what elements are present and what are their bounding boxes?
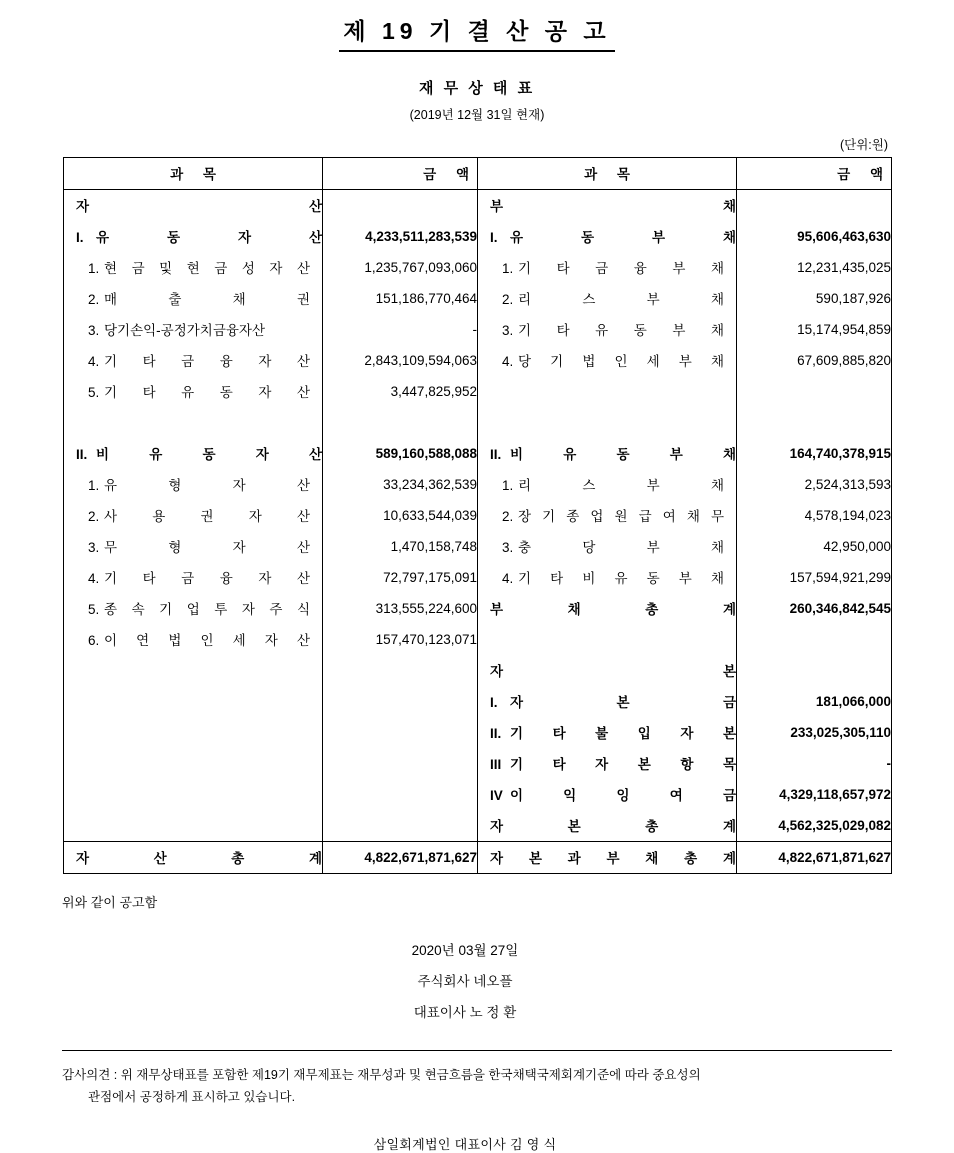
row-amount [323, 717, 478, 748]
table-row [64, 624, 892, 655]
row-label: 자 본 금 [510, 695, 736, 711]
total-assets-amount: 4,822,671,871,627 [323, 841, 478, 873]
row-amount [323, 779, 478, 810]
row-amount [323, 810, 478, 842]
left-item-cell [64, 252, 323, 283]
table-row [64, 407, 892, 438]
row-label: 기 타 유 동 부 채 [518, 323, 724, 339]
row-amount: 589,160,588,088 [323, 438, 478, 469]
row-label: 비 유 동 부 채 [510, 447, 736, 463]
row-label: 현 금 및 현 금 성 자 산 [104, 261, 310, 277]
row-numeral: 4. [88, 354, 100, 370]
row-numeral: 4. [88, 571, 100, 587]
row-label: 자 본 총 계 [490, 819, 736, 835]
row-label: 이 익 잉 여 금 [510, 788, 736, 804]
right-item-cell [478, 283, 737, 314]
table-row [64, 686, 892, 717]
table-row [64, 283, 892, 314]
row-amount: 95,606,463,630 [737, 221, 892, 252]
right-item-cell [478, 252, 737, 283]
currency-unit-note: (단위:원) [839, 137, 888, 152]
table-header-row [64, 157, 892, 189]
row-amount: 3,447,825,952 [323, 376, 478, 407]
row-amount: - [323, 314, 478, 345]
row-label: 부 채 총 계 [490, 602, 736, 618]
right-item-cell [478, 655, 737, 686]
row-amount: 4,578,194,023 [737, 500, 892, 531]
row-numeral: 4. [502, 571, 514, 587]
row-amount: 42,950,000 [737, 531, 892, 562]
left-item-cell [64, 562, 323, 593]
signature-block [0, 935, 954, 1028]
row-numeral: 1. [88, 261, 100, 277]
left-item-cell [64, 593, 323, 624]
row-amount [737, 407, 892, 438]
table-row [64, 562, 892, 593]
right-item-cell [478, 810, 737, 842]
row-amount [737, 189, 892, 221]
row-amount: 157,594,921,299 [737, 562, 892, 593]
table-row [64, 469, 892, 500]
row-numeral: 5. [88, 602, 100, 618]
row-label: 이 연 법 인 세 자 산 [104, 633, 310, 649]
audit-opinion-line-1: 감사의견 : 위 재무상태표를 포함한 제19기 재무제표는 재무성과 및 현금흐름을 한국채택국제회계기준에 따라 중요성의 [62, 1067, 701, 1082]
table-row [64, 748, 892, 779]
table-row [64, 314, 892, 345]
row-numeral: 3. [88, 540, 100, 556]
row-label: 사 용 권 자 산 [104, 509, 310, 525]
row-amount: 1,235,767,093,060 [323, 252, 478, 283]
balance-sheet-table [63, 157, 892, 874]
table-row [64, 252, 892, 283]
row-numeral: 4. [502, 354, 514, 370]
row-amount: 151,186,770,464 [323, 283, 478, 314]
row-label: 비 유 동 자 산 [96, 447, 322, 463]
right-item-cell [478, 438, 737, 469]
table-row [64, 655, 892, 686]
audit-opinion [62, 1065, 892, 1109]
right-item-cell [478, 469, 737, 500]
auditor-signature: 삼일회계법인 대표이사 김 영 식 [373, 1137, 557, 1153]
row-numeral: I. [490, 695, 498, 711]
row-label: 유 동 부 채 [510, 230, 736, 246]
row-label: 장 기 종 업 원 급 여 채 무 [518, 509, 724, 525]
balance-sheet-body [64, 189, 892, 841]
table-row [64, 779, 892, 810]
row-amount: 72,797,175,091 [323, 562, 478, 593]
company-name: 주식회사 네오플 [417, 973, 513, 989]
row-numeral: 2. [88, 509, 100, 525]
table-row [64, 810, 892, 842]
row-amount: 157,470,123,071 [323, 624, 478, 655]
right-item-cell [478, 500, 737, 531]
row-numeral: 6. [88, 633, 100, 649]
row-amount [737, 624, 892, 655]
row-numeral: 2. [502, 292, 514, 308]
row-amount: 33,234,362,539 [323, 469, 478, 500]
publication-notice: 위와 같이 공고함 [62, 894, 158, 910]
row-label: 유 동 자 산 [96, 230, 322, 246]
table-row [64, 189, 892, 221]
row-label: 당 기 법 인 세 부 채 [518, 354, 724, 370]
row-label: 충 당 부 채 [518, 540, 724, 556]
table-row [64, 500, 892, 531]
row-label: 유 형 자 산 [104, 478, 310, 494]
row-numeral: 1. [88, 478, 100, 494]
right-item-cell [478, 189, 737, 221]
row-amount: 164,740,378,915 [737, 438, 892, 469]
row-amount [323, 655, 478, 686]
header-amount-right: 금 액 [737, 157, 892, 189]
row-amount: 67,609,885,820 [737, 345, 892, 376]
row-amount [323, 189, 478, 221]
table-row [64, 531, 892, 562]
row-amount [323, 407, 478, 438]
table-row [64, 345, 892, 376]
row-amount: 12,231,435,025 [737, 252, 892, 283]
table-row [64, 593, 892, 624]
row-amount: 4,233,511,283,539 [323, 221, 478, 252]
row-amount: 10,633,544,039 [323, 500, 478, 531]
row-amount: 2,843,109,594,063 [323, 345, 478, 376]
left-item-cell [64, 500, 323, 531]
row-amount: - [737, 748, 892, 779]
right-item-cell [478, 531, 737, 562]
row-label: 리 스 부 채 [518, 292, 724, 308]
row-label: 매 출 채 권 [104, 292, 310, 308]
row-numeral: 3. [502, 540, 514, 556]
right-item-cell [478, 562, 737, 593]
row-amount: 181,066,000 [737, 686, 892, 717]
table-row [64, 221, 892, 252]
page-title [0, 0, 954, 52]
row-amount: 4,562,325,029,082 [737, 810, 892, 842]
audit-opinion-line-2: 관점에서 공정하게 표시하고 있습니다. [88, 1089, 296, 1104]
row-numeral: 1. [502, 478, 514, 494]
left-item-cell [64, 345, 323, 376]
row-amount [737, 376, 892, 407]
row-label: 기 타 금 융 부 채 [518, 261, 724, 277]
total-liabilities-equity-label: 자 본 과 부 채 총 계 [478, 841, 737, 873]
row-numeral: II. [490, 726, 502, 742]
row-label: 기 타 비 유 동 부 채 [518, 571, 724, 587]
table-row [64, 717, 892, 748]
left-item-cell [64, 376, 323, 407]
row-amount: 2,524,313,593 [737, 469, 892, 500]
row-label: 무 형 자 산 [104, 540, 310, 556]
row-amount: 233,025,305,110 [737, 717, 892, 748]
right-item-cell [478, 593, 737, 624]
row-numeral: 2. [88, 292, 100, 308]
right-item-cell [478, 748, 737, 779]
left-item-cell [64, 469, 323, 500]
row-numeral: IV [490, 788, 503, 804]
row-label: 기 타 자 본 항 목 [510, 757, 736, 773]
row-amount: 4,329,118,657,972 [737, 779, 892, 810]
left-item-cell [64, 283, 323, 314]
row-numeral: 3. [502, 323, 514, 339]
row-amount: 313,555,224,600 [323, 593, 478, 624]
left-item-cell [64, 438, 323, 469]
statement-subtitle: 재 무 상 태 표 [418, 79, 536, 97]
representative-name: 대표이사 노 정 환 [413, 1004, 517, 1020]
left-item-cell [64, 189, 323, 221]
right-item-cell [478, 717, 737, 748]
row-label: 기 타 금 융 자 산 [104, 354, 310, 370]
row-label: 기 타 금 융 자 산 [104, 571, 310, 587]
grand-total-row [64, 841, 892, 873]
table-row [64, 376, 892, 407]
row-amount [323, 686, 478, 717]
row-numeral: 3. [88, 323, 100, 339]
right-item-cell [478, 221, 737, 252]
row-numeral: 1. [502, 261, 514, 277]
row-label: 자 산 [76, 199, 322, 215]
row-label: 당기손익-공정가치금융자산 [104, 323, 265, 339]
statement-as-of-date: (2019년 12월 31일 현재) [409, 107, 545, 122]
page-title-text: 제 19 기 결 산 공 고 [339, 18, 614, 52]
row-amount: 590,187,926 [737, 283, 892, 314]
row-numeral: 2. [502, 509, 514, 525]
row-label: 자 본 [490, 664, 736, 680]
row-amount: 15,174,954,859 [737, 314, 892, 345]
header-item-right: 과 목 [478, 157, 737, 189]
right-item-cell [478, 345, 737, 376]
left-item-cell [64, 314, 323, 345]
row-label: 리 스 부 채 [518, 478, 724, 494]
row-numeral: III [490, 757, 502, 773]
left-item-cell [64, 221, 323, 252]
header-item-left: 과 목 [64, 157, 323, 189]
left-item-cell [64, 624, 323, 655]
row-label: 종 속 기 업 투 자 주 식 [104, 602, 310, 618]
row-amount: 1,470,158,748 [323, 531, 478, 562]
balance-sheet-table-wrap [63, 157, 891, 874]
header-amount-left: 금 액 [323, 157, 478, 189]
right-item-cell [478, 314, 737, 345]
row-numeral: I. [490, 230, 498, 246]
right-item-cell [478, 686, 737, 717]
table-row [64, 438, 892, 469]
row-numeral: II. [490, 447, 502, 463]
row-amount [323, 748, 478, 779]
row-amount: 260,346,842,545 [737, 593, 892, 624]
row-numeral: I. [76, 230, 84, 246]
row-numeral: II. [76, 447, 88, 463]
row-numeral: 5. [88, 385, 100, 401]
total-assets-label: 자 산 총 계 [64, 841, 323, 873]
left-item-cell [64, 531, 323, 562]
total-liabilities-equity-amount: 4,822,671,871,627 [737, 841, 892, 873]
footer-divider [62, 1050, 892, 1051]
row-label: 기 타 유 동 자 산 [104, 385, 310, 401]
row-label: 부 채 [490, 199, 736, 215]
right-item-cell [478, 779, 737, 810]
row-amount [737, 655, 892, 686]
row-label: 기 타 불 입 자 본 [510, 726, 736, 742]
publication-date: 2020년 03월 27일 [411, 942, 519, 958]
